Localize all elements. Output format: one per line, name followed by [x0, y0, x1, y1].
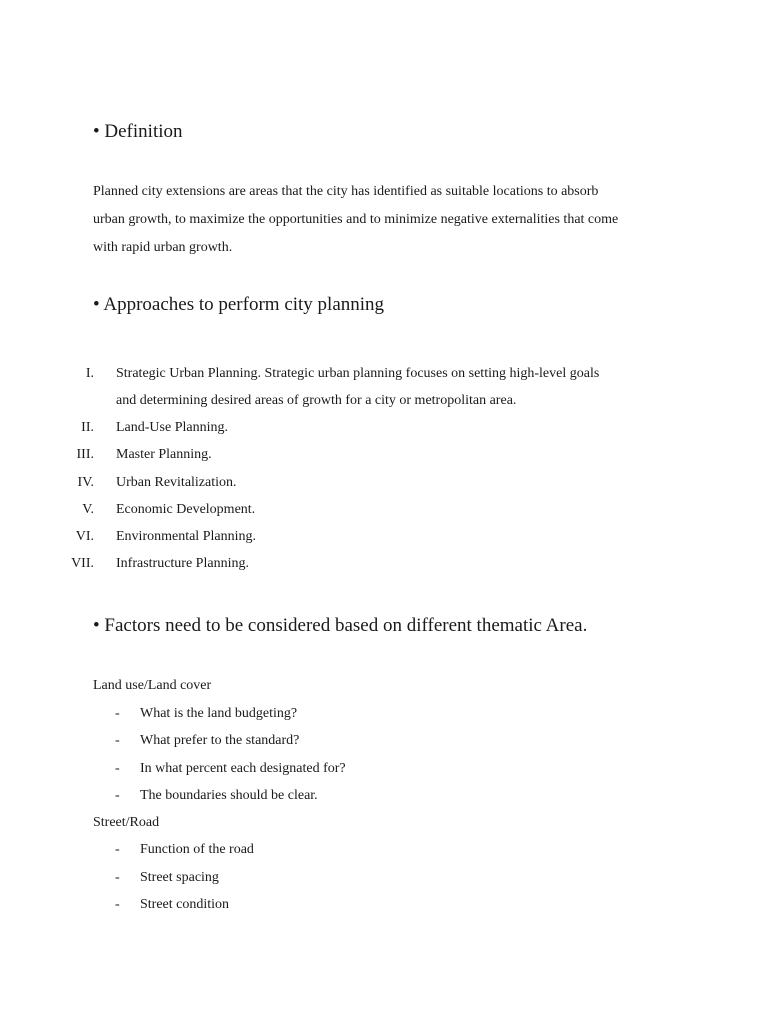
- roman-numeral: II.: [81, 420, 94, 435]
- approach-text: Land-Use Planning.: [116, 420, 228, 435]
- factors-heading: • Factors need to be considered based on different thematic Area.: [93, 615, 588, 636]
- approach-continuation: and determining desired areas of growth for a city or metropolitan area.: [116, 393, 517, 408]
- approaches-heading: • Approaches to perform city planning: [93, 294, 385, 315]
- approach-item: [0, 414, 768, 441]
- thematic-area-label: Street/Road: [93, 815, 160, 830]
- approach-item: [0, 441, 768, 468]
- factor-text: In what percent each designated for?: [140, 761, 346, 776]
- approach-text: Environmental Planning.: [116, 529, 256, 544]
- roman-numeral: VII.: [71, 556, 94, 571]
- factor-item: [0, 836, 768, 863]
- approach-text: Master Planning.: [116, 447, 212, 462]
- approach-item: [0, 469, 768, 496]
- approach-text: Strategic Urban Planning. Strategic urban planning focuses on setting high-level goals: [116, 366, 600, 381]
- dash-bullet: -: [115, 897, 120, 912]
- roman-numeral: IV.: [77, 475, 94, 490]
- dash-bullet: -: [115, 733, 120, 748]
- approach-text: Economic Development.: [116, 502, 256, 517]
- factor-text: Street spacing: [140, 870, 219, 885]
- dash-bullet: -: [115, 706, 120, 721]
- factor-text: The boundaries should be clear.: [140, 788, 318, 803]
- approach-item: [0, 496, 768, 523]
- roman-numeral: V.: [82, 502, 94, 517]
- factor-item: [0, 755, 768, 782]
- factor-text: What prefer to the standard?: [140, 733, 300, 748]
- paragraph-line: urban growth, to maximize the opportunities and to minimize negative externalities that come: [93, 212, 619, 227]
- dash-bullet: -: [115, 870, 120, 885]
- dash-bullet: -: [115, 842, 120, 857]
- definition-paragraph: [93, 178, 693, 262]
- factor-item: [0, 700, 768, 727]
- factor-item: [0, 782, 768, 809]
- definition-heading: • Definition: [93, 121, 183, 142]
- roman-numeral: VI.: [75, 529, 94, 544]
- factor-text: Street condition: [140, 897, 230, 912]
- approach-item: [0, 523, 768, 550]
- dash-bullet: -: [115, 761, 120, 776]
- paragraph-line: Planned city extensions are areas that the city has identified as suitable locations to absorb: [93, 184, 599, 199]
- factor-text: Function of the road: [140, 842, 254, 857]
- factor-item: [0, 727, 768, 754]
- factor-text: What is the land budgeting?: [140, 706, 298, 721]
- roman-numeral: I.: [85, 366, 94, 381]
- approach-item: [0, 360, 768, 387]
- dash-bullet: -: [115, 788, 120, 803]
- approach-text: Urban Revitalization.: [116, 475, 237, 490]
- factor-item: [0, 864, 768, 891]
- paragraph-line: with rapid urban growth.: [93, 240, 233, 255]
- approach-item: [0, 550, 768, 577]
- thematic-area-label: Land use/Land cover: [93, 678, 212, 693]
- factor-item: [0, 891, 768, 918]
- roman-numeral: III.: [76, 447, 94, 462]
- approach-text: Infrastructure Planning.: [116, 556, 249, 571]
